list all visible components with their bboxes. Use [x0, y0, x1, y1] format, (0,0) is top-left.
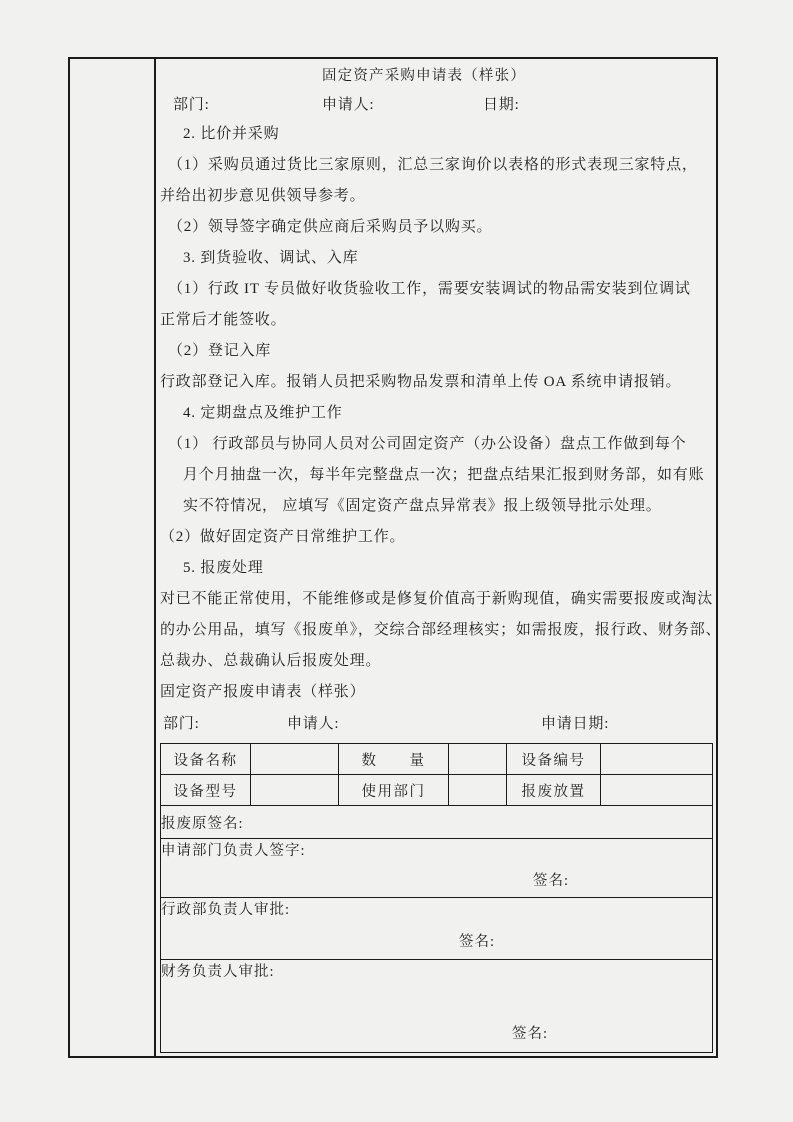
body-line: （2）做好固定资产日常维护工作。	[160, 529, 406, 545]
body-line: （1） 行政部员与协同人员对公司固定资产（办公设备）盘点工作做到每个	[168, 436, 687, 452]
device-model-value	[251, 775, 339, 806]
body-line: 对已不能正常使用，不能维修或是修复价值高于新购现值，确实需要报废或淘汰	[160, 591, 714, 607]
form1-title: 固定资产采购申请表（样张）	[321, 68, 527, 84]
body-line: （2）领导签字确定供应商后采购员予以购买。	[168, 219, 493, 235]
scrap-place-value	[601, 775, 713, 806]
sign-label: 签名:	[512, 1026, 549, 1042]
form1-date-label: 日期:	[483, 97, 520, 113]
body-line: （1）采购员通过货比三家原则，汇总三家询价以表格的形式表现三家特点，	[168, 157, 698, 173]
body-line: 总裁办、总裁确认后报废处理。	[160, 653, 382, 669]
device-no-value	[601, 744, 713, 775]
body-line: （2）登记入库	[168, 343, 272, 359]
left-margin-column	[70, 59, 156, 1056]
scrap-application-table	[160, 743, 713, 1053]
body-line: 并给出初步意见供领导参考。	[160, 188, 366, 204]
table-row	[161, 775, 713, 806]
table-row	[161, 744, 713, 775]
device-name-value	[251, 744, 339, 775]
body-line: （1）行政 IT 专员做好收货验收工作，需要安装调试的物品需安装到位调试	[168, 281, 691, 297]
sign-label: 签名:	[459, 934, 496, 950]
form2-dept-label: 部门:	[163, 716, 200, 732]
scrap-place-label: 报废放置	[507, 775, 601, 806]
form1-applicant-label: 申请人:	[322, 97, 375, 113]
body-line: 行政部登记入库。报销人员把采购物品发票和清单上传 OA 系统申请报销。	[160, 374, 682, 390]
form2-applicant-label: 申请人:	[287, 716, 340, 732]
dept-head-label: 申请部门负责人签字:	[161, 843, 306, 859]
finance-approve-row	[161, 960, 713, 1053]
form2-title: 固定资产报废申请表（样张）	[160, 684, 366, 700]
dept-head-sign-row	[161, 839, 713, 898]
quantity-value	[449, 744, 507, 775]
body-text	[156, 119, 722, 708]
body-line: 3. 到货验收、调试、入库	[183, 250, 359, 266]
scrap-reason-row	[161, 806, 713, 839]
admin-head-label: 行政部负责人审批:	[161, 902, 291, 918]
using-dept-value	[449, 775, 507, 806]
document-content-cell	[156, 59, 722, 1056]
body-line: 4. 定期盘点及维护工作	[183, 405, 343, 421]
quantity-label: 数 量	[339, 744, 449, 775]
body-line: 实不符情况， 应填写《固定资产盘点异常表》报上级领导批示处理。	[183, 498, 662, 514]
document-outer-border	[68, 57, 722, 1058]
finance-head-label: 财务负责人审批:	[161, 964, 275, 980]
form1-dept-label: 部门:	[173, 97, 210, 113]
body-line: 月个月抽盘一次，每半年完整盘点一次；把盘点结果汇报到财务部，如有账	[183, 467, 705, 483]
device-model-label: 设备型号	[161, 775, 251, 806]
device-no-label: 设备编号	[507, 744, 601, 775]
form1-header-line	[156, 94, 716, 116]
device-name-label: 设备名称	[161, 744, 251, 775]
body-line: 的办公用品，填写《报废单》，交综合部经理核实；如需报废，报行政、财务部、	[160, 622, 722, 638]
admin-approve-row	[161, 898, 713, 960]
sign-label: 签名:	[533, 873, 570, 889]
using-dept-label: 使用部门	[339, 775, 449, 806]
body-line: 2. 比价并采购	[183, 126, 280, 142]
body-line: 正常后才能签收。	[160, 312, 287, 328]
body-line: 5. 报废处理	[183, 560, 264, 576]
form2-header-line	[156, 713, 716, 735]
form2-date-label: 申请日期:	[541, 716, 610, 732]
scrap-reason-label: 报废原签名:	[161, 806, 713, 839]
